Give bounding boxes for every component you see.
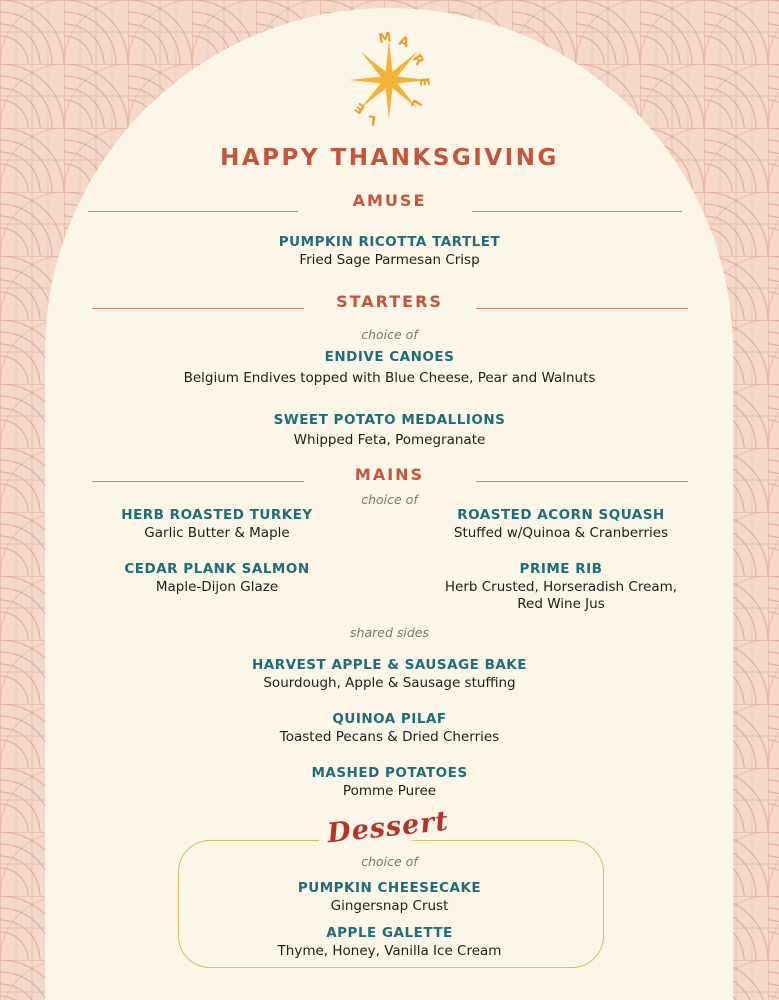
dish-name: PRIME RIB: [519, 561, 603, 577]
side-description: Sourdough, Apple & Sausage stuffing: [263, 675, 516, 691]
divider: [472, 211, 682, 212]
dish-description: Garlic Butter & Maple: [144, 525, 290, 541]
dish-description: Fried Sage Parmesan Crisp: [299, 252, 480, 268]
main-item: [97, 507, 337, 541]
side-name: MASHED POTATOES: [311, 765, 468, 781]
dessert-name: PUMPKIN CHEESECAKE: [297, 880, 482, 896]
dish-description: Red Wine Jus: [517, 596, 605, 612]
dessert-name: APPLE GALETTE: [326, 925, 453, 941]
dessert-description: Thyme, Honey, Vanilla Ice Cream: [277, 943, 502, 959]
shared-sides-note: shared sides: [350, 625, 429, 640]
dish-name: ROASTED ACORN SQUASH: [457, 507, 665, 523]
dessert-description: Gingersnap Crust: [330, 898, 449, 914]
main-item: [97, 561, 337, 595]
dish-name: ENDIVE CANOES: [324, 349, 455, 365]
choice-note: choice of: [361, 327, 418, 342]
dish-name: CEDAR PLANK SALMON: [124, 561, 310, 577]
main-item: [430, 507, 692, 541]
side-name: QUINOA PILAF: [332, 711, 447, 727]
divider: [88, 211, 298, 212]
main-item: [420, 561, 702, 612]
section-heading-amuse: AMUSE: [352, 191, 427, 210]
dish-name: SWEET POTATO MEDALLIONS: [273, 412, 506, 428]
logo-letter: E: [415, 76, 432, 88]
dish-description: Belgium Endives topped with Blue Cheese, Pear and Walnuts: [183, 370, 596, 386]
logo-letter: R: [408, 51, 427, 69]
choice-note: choice of: [361, 492, 418, 507]
choice-note: choice of: [361, 854, 418, 869]
page-title: HAPPY THANKSGIVING: [220, 145, 559, 171]
logo-letter: M: [377, 29, 393, 48]
dish-description: Stuffed w/Quinoa & Cranberries: [453, 525, 669, 541]
marelle-logo: [334, 24, 444, 134]
dish-description: Maple-Dijon Glaze: [155, 579, 279, 595]
logo-letter: E: [352, 98, 369, 117]
section-heading-starters: STARTERS: [336, 292, 443, 311]
side-description: Pomme Puree: [342, 783, 437, 799]
dish-description: Whipped Feta, Pomegranate: [293, 432, 486, 448]
section-heading-dessert: Dessert: [317, 805, 459, 850]
side-name: HARVEST APPLE & SAUSAGE BAKE: [252, 657, 527, 673]
logo-letter: L: [366, 111, 378, 128]
dish-name: HERB ROASTED TURKEY: [121, 507, 313, 523]
dish-name: PUMPKIN RICOTTA TARTLET: [278, 234, 501, 250]
dish-description: Herb Crusted, Horseradish Cream,: [444, 579, 678, 595]
logo-letter: L: [406, 96, 425, 112]
section-heading-mains: MAINS: [354, 465, 425, 484]
logo-letter: A: [396, 33, 412, 52]
side-description: Toasted Pecans & Dried Cherries: [279, 729, 500, 745]
